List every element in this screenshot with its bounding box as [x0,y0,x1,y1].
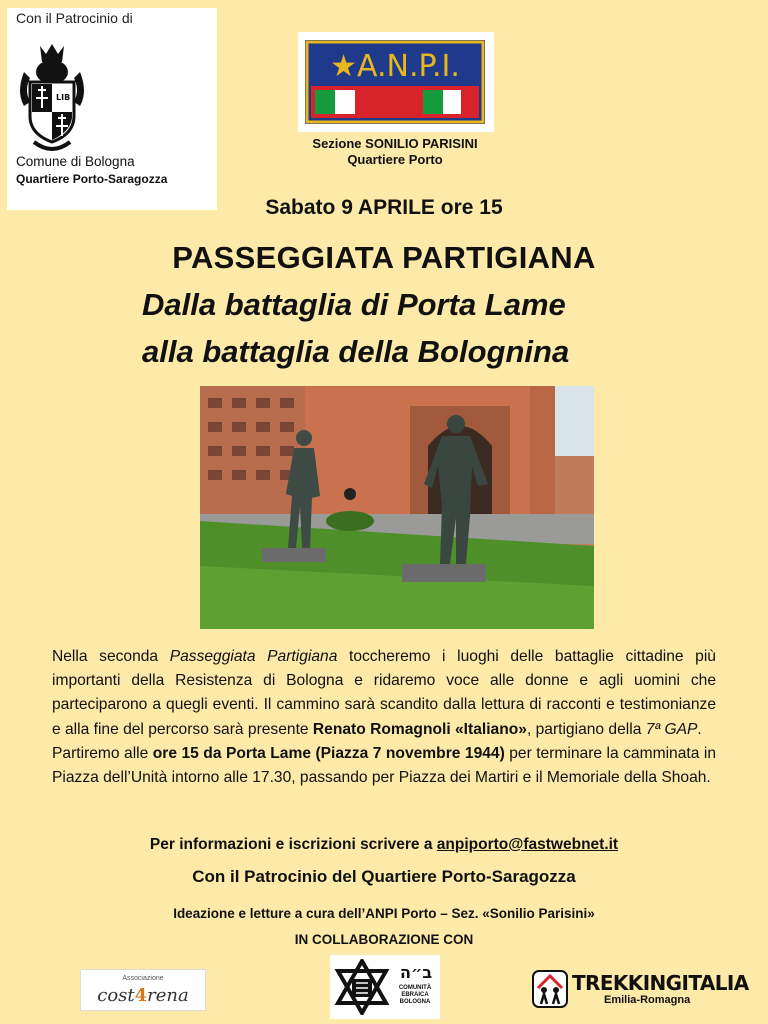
anpi-section-line1: Sezione SONILIO PARISINI [312,136,478,151]
costarena-name: cost4rena [97,985,189,1006]
comunita-hebrew-text: ב״ה [400,963,433,982]
quartiere-name: Quartiere Porto-Saragozza [16,172,168,186]
costarena-logo [80,969,206,1011]
event-date: Sabato 9 APRILE ore 15 [265,196,503,219]
event-subtitle-line1: Dalla battaglia di Porta Lame [142,287,566,322]
trekking-italia-logo [532,966,749,1012]
anpi-logo [305,40,485,124]
patronage-line: Con il Patrocinio del Quartiere Porto-Saragozza [192,867,576,886]
event-description [52,645,716,790]
comunita-ebraica-logo [330,955,440,1019]
trekking-region: Emilia-Romagna [604,994,691,1006]
star-of-david-icon [334,959,390,1015]
patronage-title: Con il Patrocinio di [16,10,133,26]
porta-lame-statues-photo [200,386,594,629]
description-paragraph-2: Partiremo alle ore 15 da Porta Lame (Piazza 7 novembre 1944) per terminare la camminata in Piazza dell’Unità intorno alle 17.30, passando per Piazza dei Martiri e il Memoriale della Shoah. [52,744,716,787]
comune-name: Comune di Bologna [16,154,135,169]
event-title: PASSEGGIATA PARTIGIANA [172,240,596,275]
event-subtitle-line2: alla battaglia della Bolognina [142,334,570,369]
trekking-name: TREKKINGITALIA [572,971,749,995]
costarena-small-label: Associazione [122,975,164,982]
description-paragraph-1: Nella seconda Passeggiata Partigiana toccheremo i luoghi delle battaglie cittadine più importanti della Resistenza di Bologna e ridaremo voce alle donne e agli uomini che parteciparono a quegli eventi. Il cammino sarà scandito dalla lettura di racconti e testimonianze e alla fine del percorso sarà presente Renato Romagnoli «Italiano», partigiano della 7ª GAP. [52,648,716,738]
anpi-logo-text: ★A.N.P.I. [330,49,460,84]
svg-text:LIB: LIB [56,93,71,102]
anpi-section-line2: Quartiere Porto [347,152,443,167]
ideazione-line: Ideazione e letture a cura dell’ANPI Porto – Sez. «Sonilio Parisini» [173,906,595,921]
info-line [0,836,768,854]
anpi-section-label [240,136,550,168]
bologna-coat-of-arms-icon [14,42,90,158]
trekking-hikers-icon [532,970,568,1008]
info-label: Per informazioni e iscrizioni scrivere a [149,836,437,853]
collaboration-heading: IN COLLABORAZIONE CON [294,932,474,947]
email-link[interactable]: anpiporto@fastwebnet.it [436,836,619,853]
comunita-text: COMUNITÀ EBRAICA BOLOGNA [398,985,432,1005]
